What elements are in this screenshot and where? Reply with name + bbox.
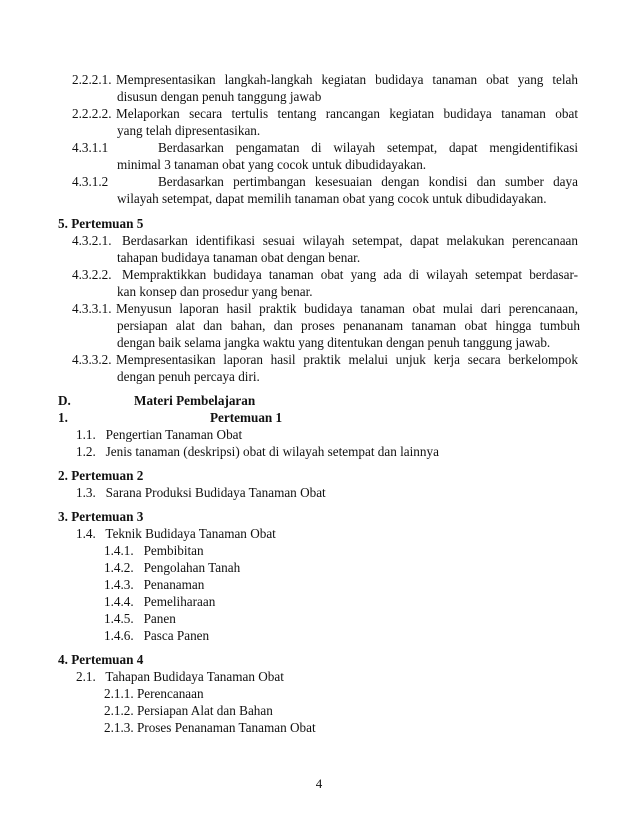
list-item: 2.1.3. Proses Penanaman Tanaman Obat [104, 720, 316, 735]
list-item: 1.3. Sarana Produksi Budidaya Tanaman Obat [76, 485, 326, 500]
item-4-3-1-1-cont: minimal 3 tanaman obat yang cocok untuk dibudidayakan. [117, 157, 427, 172]
item-2-2-2-2 [72, 106, 580, 122]
item-number: 4.3.3.2. [72, 352, 112, 367]
item-text: Berdasarkan pertimbangan kesesuaian dengan kondisi dan sumber daya [158, 174, 578, 189]
item-4-3-3-1-cont: dengan baik selama jangka waktu yang ditentukan dengan penuh tanggung jawab. [117, 335, 551, 350]
item-number: 4.3.1.2 [72, 174, 109, 189]
item-text: Mempraktikkan budidaya tanaman obat yang ada di wilayah setempat berdasar- [122, 267, 578, 282]
item-4-3-3-2 [72, 352, 580, 368]
list-item: 1.4.2. Pengolahan Tanah [104, 560, 241, 575]
list-item: 1.4. Teknik Budidaya Tanaman Obat [76, 526, 276, 541]
item-4-3-2-2 [72, 267, 580, 283]
list-item: 2.1. Tahapan Budidaya Tanaman Obat [76, 669, 284, 684]
list-item: 1.2. Jenis tanaman (deskripsi) obat di wilayah setempat dan lainnya [76, 444, 439, 459]
item-4-3-1-2 [72, 174, 580, 190]
list-item: 1.4.4. Pemeliharaan [104, 594, 216, 609]
item-text: Melaporkan secara tertulis tentang rancangan kegiatan budidaya tanaman obat [116, 106, 578, 121]
item-4-3-2-2-cont: kan konsep dan prosedur yang benar. [117, 284, 313, 299]
list-item: 1.4.1. Pembibitan [104, 543, 204, 558]
section-label-d: D. [58, 393, 71, 408]
item-4-3-2-1-cont: tahapan budidaya tanaman obat dengan benar. [117, 250, 361, 265]
item-4-3-3-1-cont: persiapan alat dan bahan, dan proses penananam tanaman obat hingga tumbuh [117, 318, 580, 333]
item-text: Berdasarkan identifikasi sesuai wilayah setempat, dapat melakukan perencanaan [122, 233, 578, 248]
item-number: 4.3.2.1. [72, 233, 112, 248]
section-heading-pertemuan-4: 4. Pertemuan 4 [58, 652, 144, 667]
item-4-3-3-1 [72, 301, 580, 317]
item-4-3-3-2-cont: dengan penuh percaya diri. [117, 369, 260, 384]
item-number: 2.2.2.2. [72, 106, 112, 121]
page-number: 4 [315, 776, 323, 791]
item-text: Berdasarkan pengamatan di wilayah setempat, dapat mengidentifikasi [158, 140, 578, 155]
pertemuan-1-title: Pertemuan 1 [210, 410, 283, 425]
list-item: 2.1.1. Perencanaan [104, 686, 204, 701]
pertemuan-1-label: 1. [58, 410, 68, 425]
item-text: Menyusun laporan hasil praktik budidaya tanaman obat mulai dari perencanaan, [116, 301, 578, 316]
section-heading-pertemuan-3: 3. Pertemuan 3 [58, 509, 144, 524]
item-text: Mempresentasikan laporan hasil praktik melalui unjuk kerja secara berkelompok [116, 352, 578, 367]
item-text: Mempresentasikan langkah-langkah kegiatan budidaya tanaman obat yang telah [116, 72, 578, 87]
item-number: 4.3.1.1 [72, 140, 109, 155]
item-2-2-2-1 [72, 72, 580, 88]
item-4-3-2-1 [72, 233, 580, 249]
list-item: 1.4.3. Penanaman [104, 577, 205, 592]
list-item: 1.4.5. Panen [104, 611, 176, 626]
item-4-3-1-1 [72, 140, 580, 156]
item-2-2-2-2-cont: yang telah dipresentasikan. [117, 123, 261, 138]
item-number: 2.2.2.1. [72, 72, 112, 87]
item-2-2-2-1-cont: disusun dengan penuh tanggung jawab [117, 89, 322, 104]
list-item: 1.1. Pengertian Tanaman Obat [76, 427, 243, 442]
list-item: 1.4.6. Pasca Panen [104, 628, 210, 643]
item-number: 4.3.2.2. [72, 267, 112, 282]
section-heading-pertemuan-5: 5. Pertemuan 5 [58, 216, 144, 231]
item-4-3-1-2-cont: wilayah setempat, dapat memilih tanaman obat yang cocok untuk dibudidayakan. [117, 191, 547, 206]
section-heading-pertemuan-2: 2. Pertemuan 2 [58, 468, 144, 483]
list-item: 2.1.2. Persiapan Alat dan Bahan [104, 703, 273, 718]
section-title-materi: Materi Pembelajaran [134, 393, 256, 408]
item-number: 4.3.3.1. [72, 301, 112, 316]
